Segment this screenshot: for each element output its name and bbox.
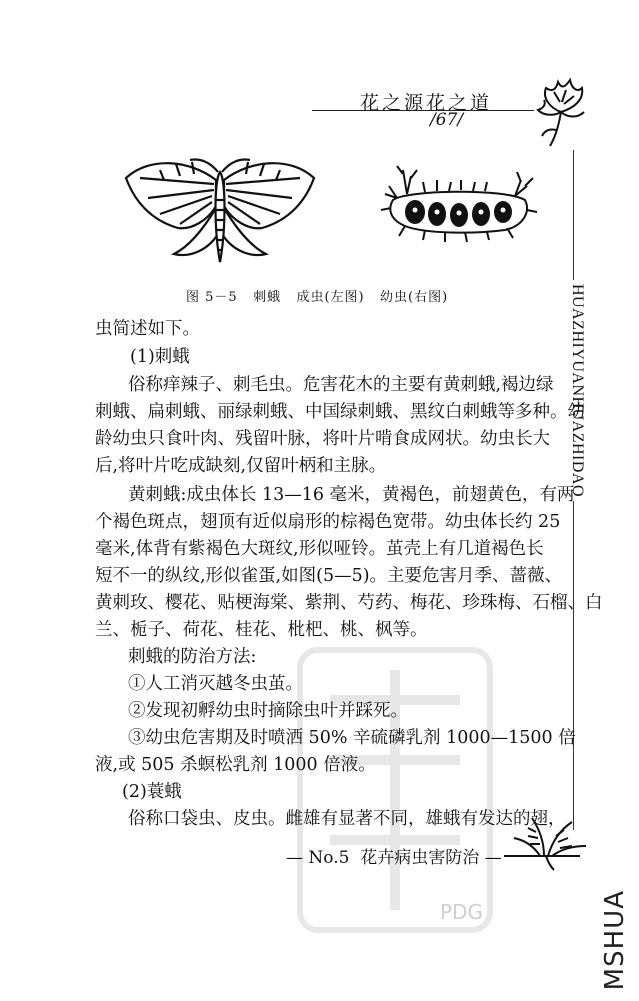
flower-ornament-icon	[532, 72, 590, 150]
watermark-text: PDG	[440, 900, 483, 924]
body-line: 个褐色斑点，翅顶有近似扇形的棕褐色宽带。幼虫体长约 25	[95, 512, 561, 532]
larva-illustration	[375, 160, 540, 245]
section-heading: (2)蓑蛾	[122, 782, 182, 802]
watermark-seal-icon	[290, 640, 500, 940]
section-heading: (1)刺蛾	[130, 347, 190, 367]
header-title: 花之源花之道	[360, 92, 493, 114]
body-line: 俗称痒辣子、刺毛虫。危害花木的主要有黄刺蛾,褐边绿	[128, 375, 554, 395]
grass-ornament-icon	[500, 812, 590, 872]
side-running-text: HUAZHIYUANHUAZHIDAO	[568, 280, 586, 501]
body-line: 俗称口袋虫、皮虫。雌雄有显著不同，雄蛾有发达的翅，	[128, 809, 566, 829]
body-line: 后,将叶片吃成缺刻,仅留叶柄和主脉。	[95, 456, 387, 476]
body-line: 黄刺玫、樱花、贴梗海棠、紫荆、芍药、梅花、珍珠梅、石榴、白	[95, 593, 603, 613]
body-line: 兰、栀子、荷花、桂花、枇杷、桃、枫等。	[95, 620, 428, 640]
corner-mark: MSHUA	[600, 890, 630, 991]
header-rule	[312, 110, 534, 111]
list-item: ②发现初孵幼虫时摘除虫叶并踩死。	[128, 701, 408, 721]
list-item: ③幼虫危害期及时喷洒 50% 辛硫磷乳剂 1000—1500 倍	[128, 728, 576, 748]
list-item: ①人工消灭越冬虫茧。	[128, 674, 303, 694]
figure-caption: 图 5－5 刺蛾 成虫(左图) 幼虫(右图)	[186, 290, 449, 305]
body-line: 刺蛾的防治方法:	[128, 647, 257, 667]
body-line: 龄幼虫只食叶肉、残留叶脉，将叶片啃食成网状。幼虫长大	[95, 429, 550, 449]
body-line: 黄刺蛾:成虫体长 13—16 毫米，黄褐色，前翅黄色，有两	[128, 485, 575, 505]
body-line: 刺蛾、扁刺蛾、丽绿刺蛾、中国绿刺蛾、黑纹白刺蛾等多种。幼	[95, 402, 585, 422]
page-number: /67/	[430, 110, 464, 130]
moth-adult-illustration	[120, 150, 320, 270]
body-line: 液,或 505 杀螟松乳剂 1000 倍液。	[95, 755, 376, 775]
footer-chapter: — No.5 花卉病虫害防治 —	[286, 848, 502, 868]
body-line: 短不一的纵纹,形似雀蛋,如图(5—5)。主要危害月季、蔷薇、	[95, 566, 563, 586]
body-line: 毫米,体背有紫褐色大斑纹,形似哑铃。茧壳上有几道褐色长	[95, 539, 544, 559]
body-line: 虫简述如下。	[95, 319, 200, 339]
